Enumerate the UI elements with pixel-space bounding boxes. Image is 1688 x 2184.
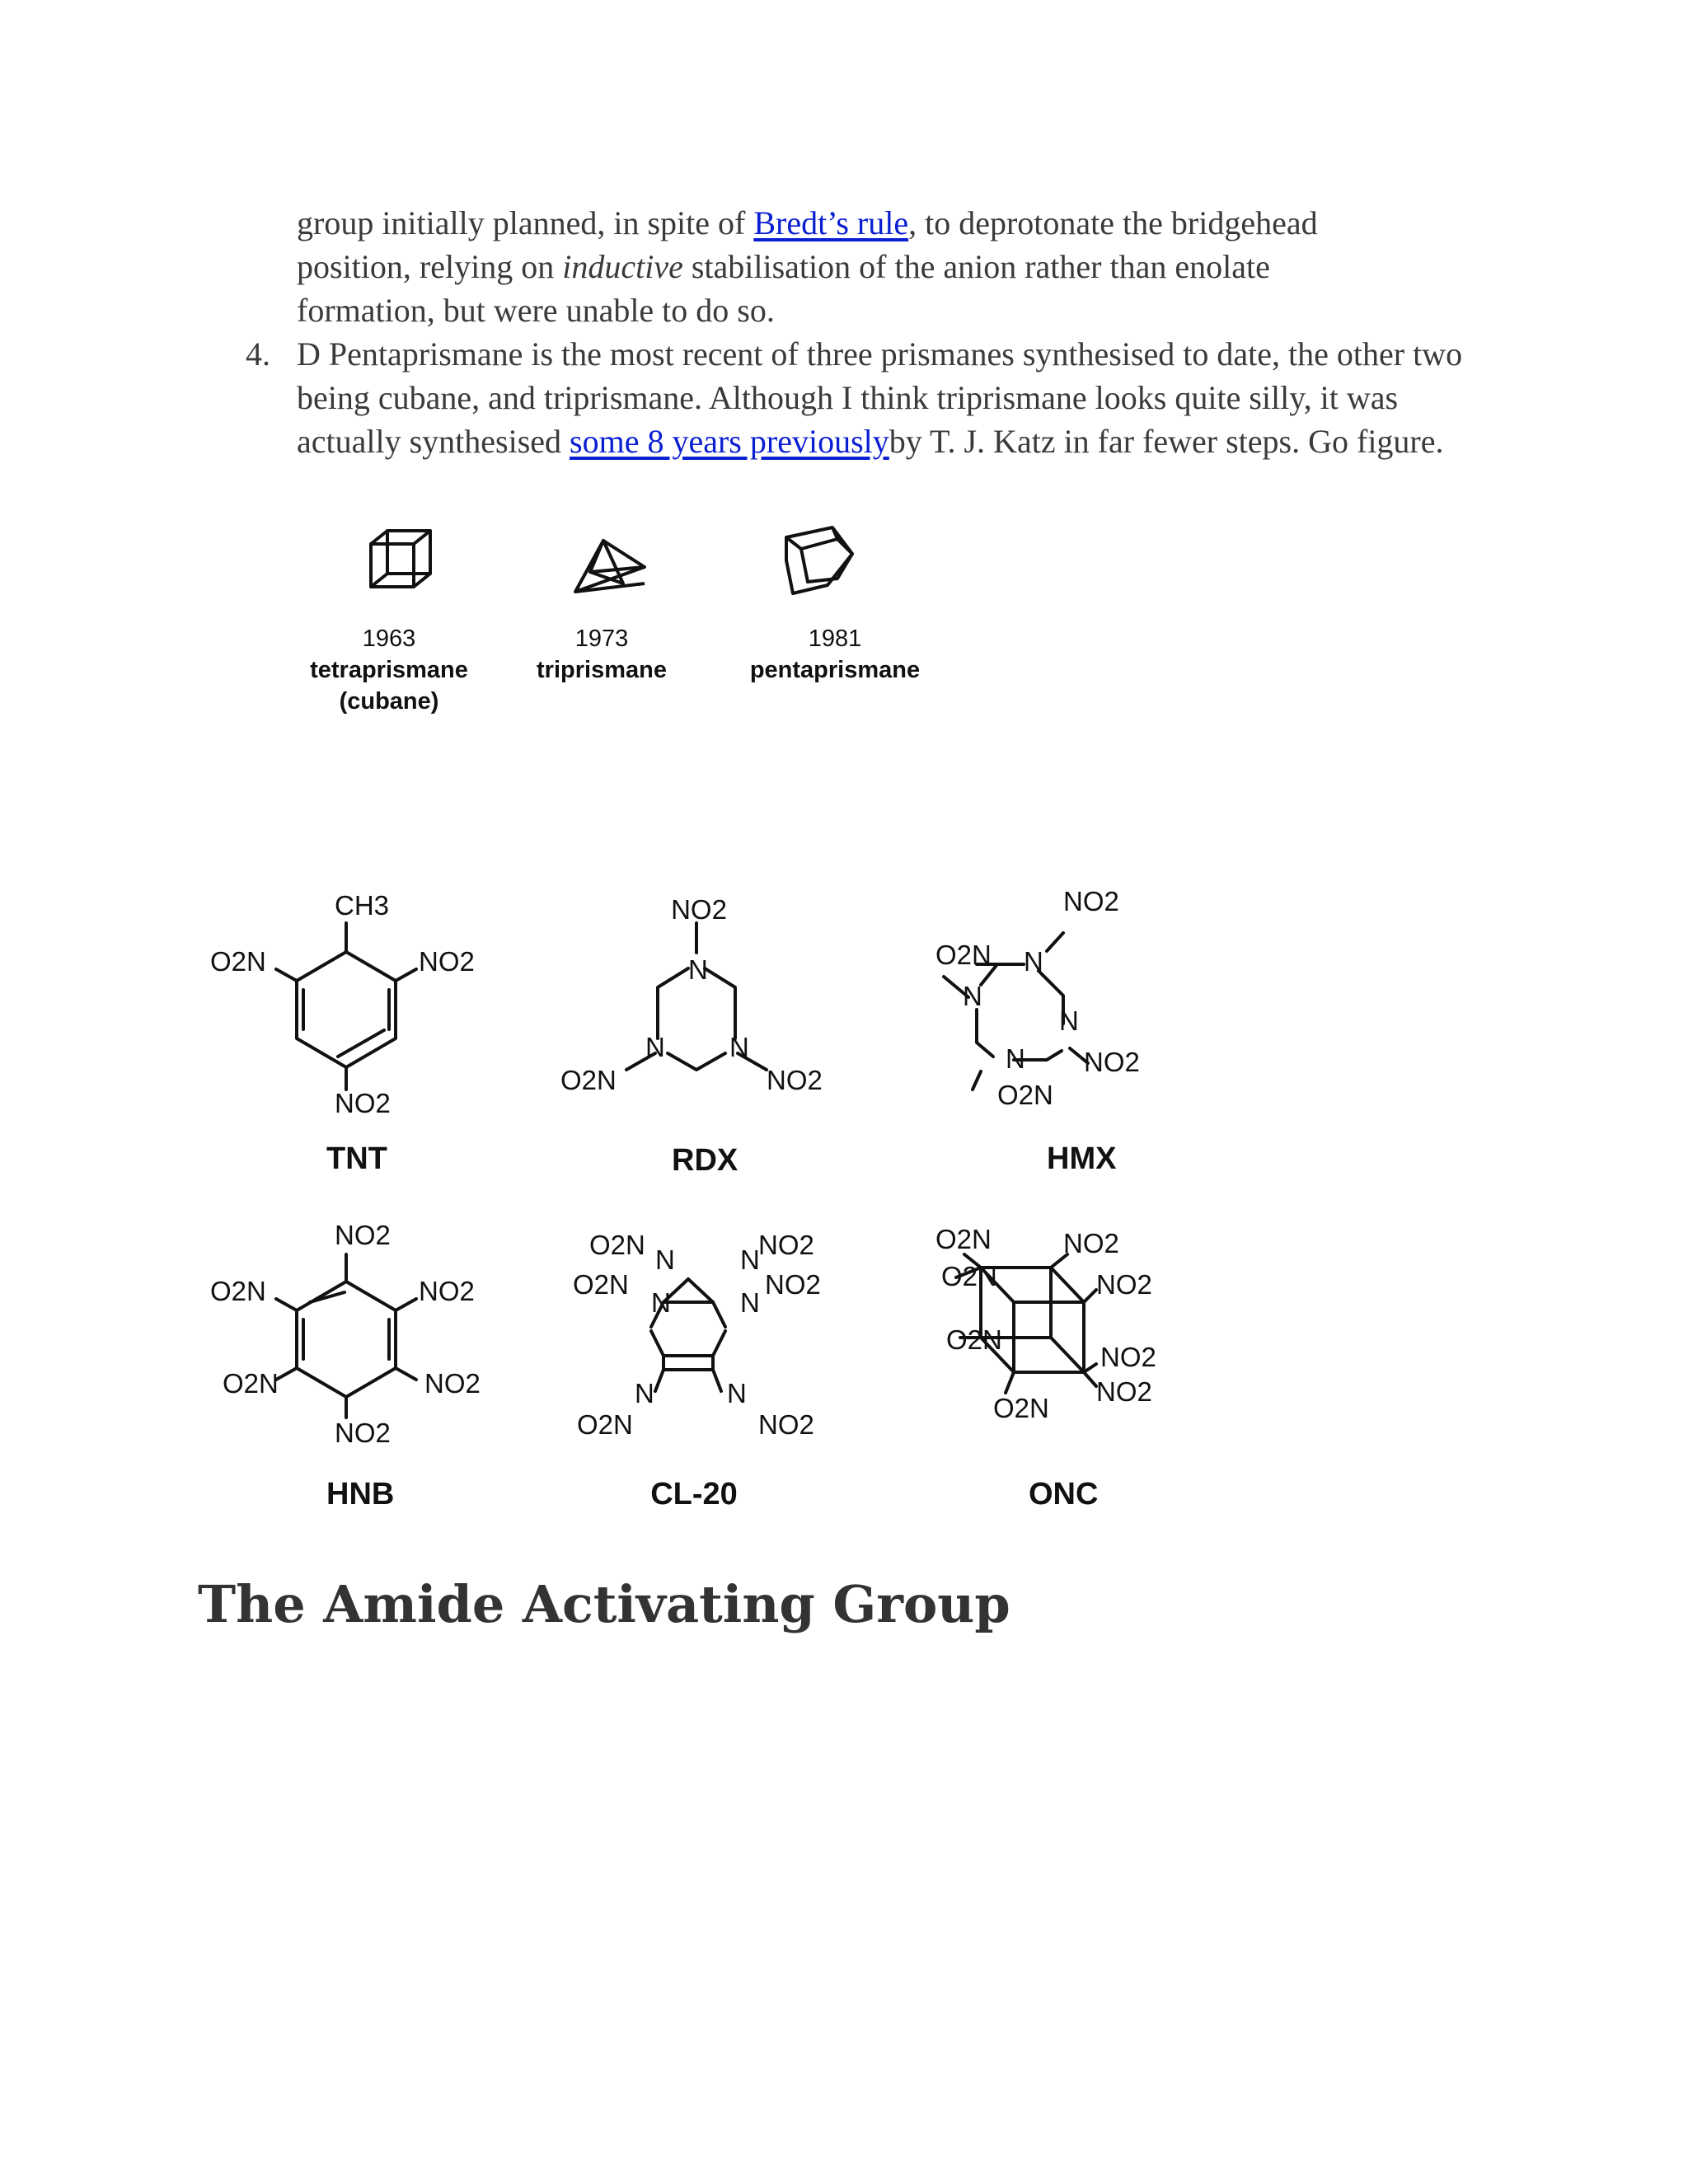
some-8-years-link[interactable]: some 8 years previously <box>570 423 889 460</box>
no2-label: NO2 <box>758 1230 814 1260</box>
pentaprismane-structure <box>786 527 852 593</box>
no2-label: NO2 <box>1063 886 1119 916</box>
prismane-name: triprismane <box>537 657 667 683</box>
no2-label: NO2 <box>335 1088 391 1118</box>
no2-label: NO2 <box>671 894 727 925</box>
rdx-label: RDX <box>672 1143 738 1178</box>
no2-label: NO2 <box>1084 1047 1140 1077</box>
prismanes-figure <box>280 503 956 725</box>
no2-label: NO2 <box>335 1220 391 1250</box>
hnb-label: HNB <box>326 1477 395 1511</box>
o2n-label: O2N <box>573 1269 629 1300</box>
n-label: N <box>727 1378 747 1408</box>
explosives-figure <box>190 874 1261 1525</box>
triprismane-structure <box>575 541 645 592</box>
n-label: N <box>1006 1043 1025 1074</box>
o2n-label: O2N <box>993 1393 1049 1423</box>
n-label: N <box>729 1032 749 1062</box>
list-item-4 <box>297 332 1484 463</box>
tnt-label: TNT <box>326 1141 387 1176</box>
prismane-name: pentaprismane <box>749 657 921 683</box>
text: stabilisation of the anion rather than enolate <box>682 248 1270 285</box>
no2-label: NO2 <box>1100 1342 1156 1372</box>
o2n-label: O2N <box>589 1230 645 1260</box>
hnb-structure <box>276 1254 416 1418</box>
no2-label: NO2 <box>1096 1269 1152 1300</box>
hmx-label: HMX <box>1047 1141 1117 1176</box>
n-label: N <box>740 1244 760 1275</box>
o2n-label: O2N <box>935 940 992 970</box>
section-heading: The Amide Activating Group <box>198 1574 1010 1634</box>
no2-label: NO2 <box>424 1368 481 1399</box>
n-label: N <box>688 954 708 985</box>
n-label: N <box>740 1287 760 1318</box>
n-label: N <box>635 1378 654 1408</box>
prismane-alt-name: (cubane) <box>339 688 439 715</box>
cubane-structure <box>371 531 430 587</box>
prismane-year: 1973 <box>574 626 629 652</box>
prismane-year: 1981 <box>808 626 862 652</box>
no2-label: NO2 <box>758 1409 814 1440</box>
n-label: N <box>655 1244 675 1275</box>
no2-label: NO2 <box>1063 1228 1119 1258</box>
n-label: N <box>963 981 982 1011</box>
emphasis-inductive: inductive <box>562 248 683 285</box>
text: formation, but were unable to do so. <box>297 292 775 329</box>
n-label: N <box>1059 1005 1079 1036</box>
text: position, relying on <box>297 248 563 285</box>
paragraph-continuation <box>297 201 1484 332</box>
prismane-year: 1963 <box>362 626 416 652</box>
onc-label: ONC <box>1029 1477 1099 1511</box>
o2n-label: O2N <box>577 1409 633 1440</box>
bredts-rule-link[interactable]: Bredt’s rule <box>753 204 909 241</box>
n-label: N <box>1024 946 1043 977</box>
o2n-label: O2N <box>935 1224 992 1254</box>
o2n-label: O2N <box>210 946 266 977</box>
text: D Pentaprismane is the most recent of three prismanes synthesised to date, the other two being cubane, and triprismane. Although I think triprismane looks quite silly, it was actually synthesised <box>297 335 1463 460</box>
n-label: N <box>645 1032 665 1062</box>
text: , to deprotonate the bridgehead <box>908 204 1318 241</box>
no2-label: NO2 <box>419 946 475 977</box>
cl20-label: CL-20 <box>650 1477 738 1511</box>
no2-label: NO2 <box>335 1418 391 1448</box>
text: by T. J. Katz in far fewer steps. Go figure. <box>889 423 1444 460</box>
n-label: N <box>651 1287 671 1318</box>
tnt-structure <box>276 923 416 1090</box>
text: group initially planned, in spite of <box>297 204 754 241</box>
list-number-4: 4. <box>246 335 270 373</box>
no2-label: NO2 <box>767 1065 823 1095</box>
o2n-label: O2N <box>997 1080 1053 1110</box>
ch3-label: CH3 <box>335 890 390 921</box>
no2-label: NO2 <box>765 1269 821 1300</box>
prismane-name: tetraprismane <box>310 657 468 683</box>
o2n-label: O2N <box>560 1065 617 1095</box>
no2-label: NO2 <box>1096 1376 1152 1407</box>
no2-label: NO2 <box>419 1276 475 1306</box>
o2n-label: O2N <box>946 1324 1002 1355</box>
o2n-label: O2N <box>210 1276 266 1306</box>
o2n-label: O2N <box>223 1368 279 1399</box>
o2n-label: O2N <box>941 1261 997 1291</box>
